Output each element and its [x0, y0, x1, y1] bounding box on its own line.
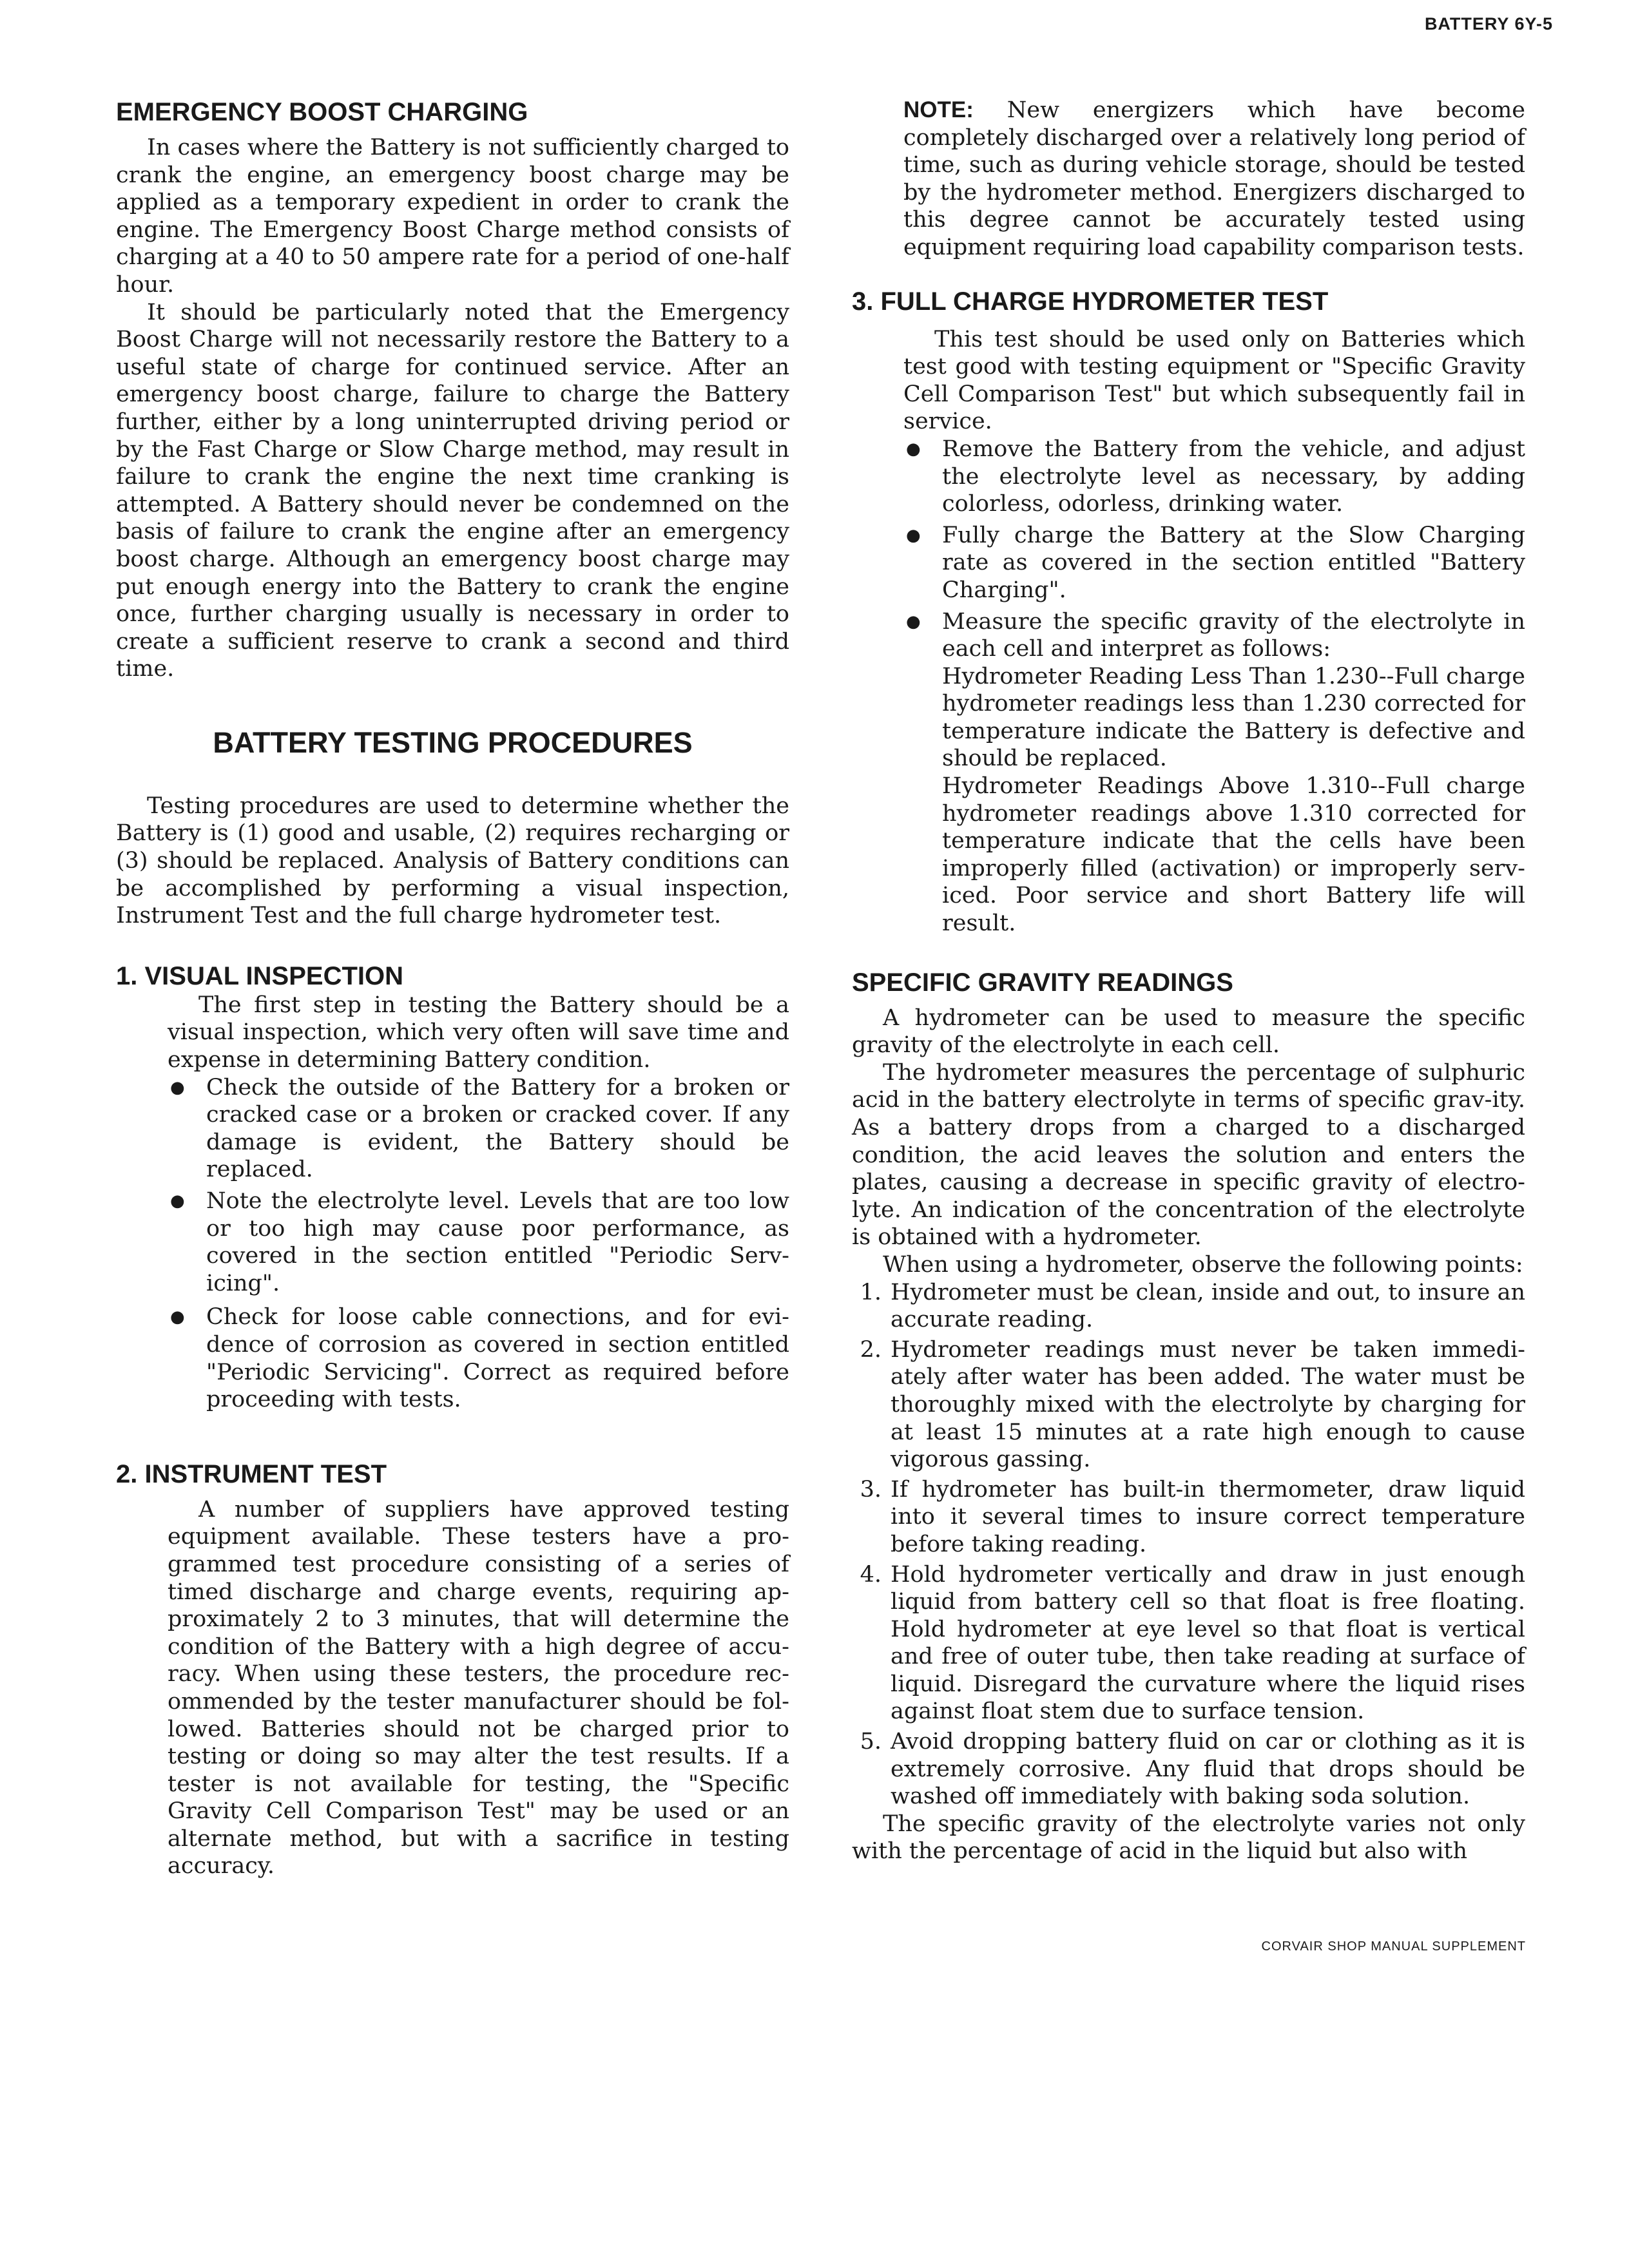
list-item-number: 5.: [860, 1729, 882, 1755]
hydrometer-test-body: [903, 326, 1525, 937]
hydrometer-bullet-1: [903, 436, 1525, 518]
hydrometer-point-1: [852, 1279, 1525, 1334]
list-item-text: Note the electrolyte level. Levels that are too low or too high may cause poor performance, as covered in the section entitled "Periodic Serv-icing".: [206, 1188, 789, 1296]
list-item-text: Hydrometer readings must never be taken immedi-ately after water has been added. The water must be thoroughly mixed with the electrolyte by charging for at least 15 minutes at a rate high enough to cause vigorous gassing.: [891, 1336, 1525, 1473]
instrument-test-heading: 2. INSTRUMENT TEST: [116, 1459, 387, 1488]
hydrometer-point-2: [852, 1336, 1525, 1474]
page-footer: CORVAIR SHOP MANUAL SUPPLEMENT: [1261, 1939, 1526, 1954]
gravity-paragraph-2: The hydrometer measures the percentage of sulphuric acid in the battery electrolyte in terms of specific grav-ity. As a battery drops from a charged to a discharged condition, the acid leaves the solution and enters the plates, causing a decrease in specific gravity of electro-lyte. An indication of the concentration of the electrolyte is obtained with a hydrometer.: [852, 1059, 1525, 1251]
visual-bullet-2: [168, 1187, 789, 1297]
hydrometer-points-list: [852, 1279, 1525, 1811]
visual-bullet-1: [168, 1074, 789, 1184]
list-item-text: Hydrometer must be clean, inside and out, to insure an accurate reading.: [891, 1279, 1525, 1333]
note-paragraph: [903, 97, 1525, 262]
list-item-text: Check the outside of the Battery for a broken or cracked case or a broken or cracked cover. If any damage is evident, the Battery should be replaced.: [206, 1074, 789, 1183]
list-item-text: Remove the Battery from the vehicle, and adjust the electrolyte level as necessary, by adding colorless, odorless, drinking water.: [942, 436, 1525, 517]
list-item-number: 2.: [860, 1336, 882, 1363]
note-text: New energizers which have become completely discharged over a relatively long period of time, such as during vehicle storage, should be tested by the hydrometer method. Energizers discharged to this degree cannot be accurately tested using equipment requiring load capability comparison tests.: [903, 97, 1525, 260]
visual-inspection-list: [168, 1074, 789, 1414]
visual-inspection-heading: 1. VISUAL INSPECTION: [116, 961, 404, 990]
list-item-text: If hydrometer has built-in thermometer, draw liquid into it several times to insure correct temperature before taking reading.: [891, 1476, 1525, 1557]
note-label: NOTE:: [903, 97, 974, 122]
hydrometer-point-5: [852, 1728, 1525, 1811]
list-item-text: Hold hydrometer vertically and draw in just enough liquid from battery cell so that float is free floating. Hold hydrometer at eye level so that float is vertical and free of outer tube, then take reading at surface of liquid. Disregard the curvature where the liquid rises against float stem due to surface tension.: [891, 1561, 1525, 1725]
instrument-test-body: [168, 1496, 789, 1880]
list-item-text: Fully charge the Battery at the Slow Charging rate as covered in the section entitled "Battery Charging".: [942, 522, 1525, 603]
hydrometer-test-heading: 3. FULL CHARGE HYDROMETER TEST: [852, 287, 1329, 316]
visual-inspection-body: [168, 992, 789, 1414]
instrument-paragraph: A number of suppliers have approved testing equipment available. These testers have a pro-grammed test procedure consisting of a series of timed discharge and charge events, requiring ap-proximately 2 to 3 minutes, that will determine the condition of the Battery with a high degree of accu-racy. When using these testers, the procedure rec-ommended by the tester manufacturer should be fol-lowed. Batteries should not be charged prior to testing or doing so may alter the test results. If a tester is not available for testing, the "Specific Gravity Cell Comparison Test" may be used or an alternate method, but with a sacrifice in testing accuracy.: [168, 1496, 789, 1879]
hydrometer-list: [903, 436, 1525, 663]
reading-below-1230: Hydrometer Reading Less Than 1.230--Full charge hydrometer readings less than 1.230 corrected for temperature indicate the Battery is defective and should be replaced.: [942, 663, 1525, 772]
list-item-text: Check for loose cable connections, and for evi-dence of corrosion as covered in section entitled "Periodic Servicing". Correct as required before proceeding with tests.: [206, 1304, 789, 1413]
visual-inspection-paragraph: The first step in testing the Battery should be a visual inspection, which very often will save time and expense in determining Battery condition.: [168, 992, 789, 1073]
note-block: [903, 97, 1525, 262]
testing-procedures-heading: BATTERY TESTING PROCEDURES: [213, 726, 693, 759]
list-item-number: 1.: [860, 1279, 882, 1305]
reading-above-1310: Hydrometer Readings Above 1.310--Full charge hydrometer readings above 1.310 corrected for temperature indicate that the cells have been improperly filled (activation) or improperly serv-iced. Poor service and short Battery life will result.: [942, 773, 1525, 937]
page-header: BATTERY 6Y-5: [1424, 14, 1553, 34]
list-item-text: Avoid dropping battery fluid on car or clothing as it is extremely corrosive. Any fluid that drops should be washed off immediately with baking soda solution.: [891, 1729, 1525, 1810]
gravity-paragraph-1: A hydrometer can be used to measure the specific gravity of the electrolyte in each cell.: [852, 1004, 1525, 1059]
hydrometer-bullet-2: [903, 522, 1525, 604]
specific-gravity-heading: SPECIFIC GRAVITY READINGS: [852, 968, 1233, 997]
hydrometer-paragraph: This test should be used only on Batteries which test good with testing equipment or "Specific Gravity Cell Comparison Test" but which subsequently fail in service.: [903, 326, 1525, 435]
gravity-paragraph-3: When using a hydrometer, observe the following points:: [883, 1251, 1523, 1278]
right-column: [852, 97, 1525, 1865]
left-column: [116, 97, 789, 1880]
visual-bullet-3: [168, 1303, 789, 1413]
gravity-paragraph-4: The specific gravity of the electrolyte varies not only with the percentage of acid in the liquid but also with: [852, 1811, 1525, 1865]
hydrometer-bullet-3: [903, 608, 1525, 663]
emergency-paragraph-1: In cases where the Battery is not sufficiently charged to crank the engine, an emergency boost charge may be applied as a temporary expedient in order to crank the engine. The Emergency Boost Charge method consists of charging at a 40 to 50 ampere rate for a period of one-half hour.: [116, 135, 789, 298]
emergency-paragraph-2: It should be particularly noted that the Emergency Boost Charge will not necessarily restore the Battery to a useful state of charge for continued service. After an emergency boost charge, failure to charge the Battery further, either by a long uninterrupted driving period or by the Fast Charge or Slow Charge method, may result in failure to crank the engine the next time cranking is attempted. A Battery should never be condemned on the basis of failure to crank the engine after an emergency boost charge. Although an emergency boost charge may put enough energy into the Battery to crank the engine once, further charging usually is necessary in order to create a sufficient reserve to crank a second and third time.: [116, 299, 789, 682]
list-item-number: 4.: [860, 1561, 882, 1588]
list-item-text: Measure the specific gravity of the electrolyte in each cell and interpret as follows:: [942, 608, 1525, 662]
hydrometer-point-4: [852, 1561, 1525, 1726]
procedures-paragraph: Testing procedures are used to determine whether the Battery is (1) good and usable, (2) requires recharging or (3) should be replaced. Analysis of Battery conditions can be accomplished by performing a visual inspection, Instrument Test and the full charge hydrometer test.: [116, 793, 789, 929]
emergency-boost-heading: EMERGENCY BOOST CHARGING: [116, 98, 528, 126]
list-item-number: 3.: [860, 1476, 882, 1503]
hydrometer-point-3: [852, 1476, 1525, 1559]
